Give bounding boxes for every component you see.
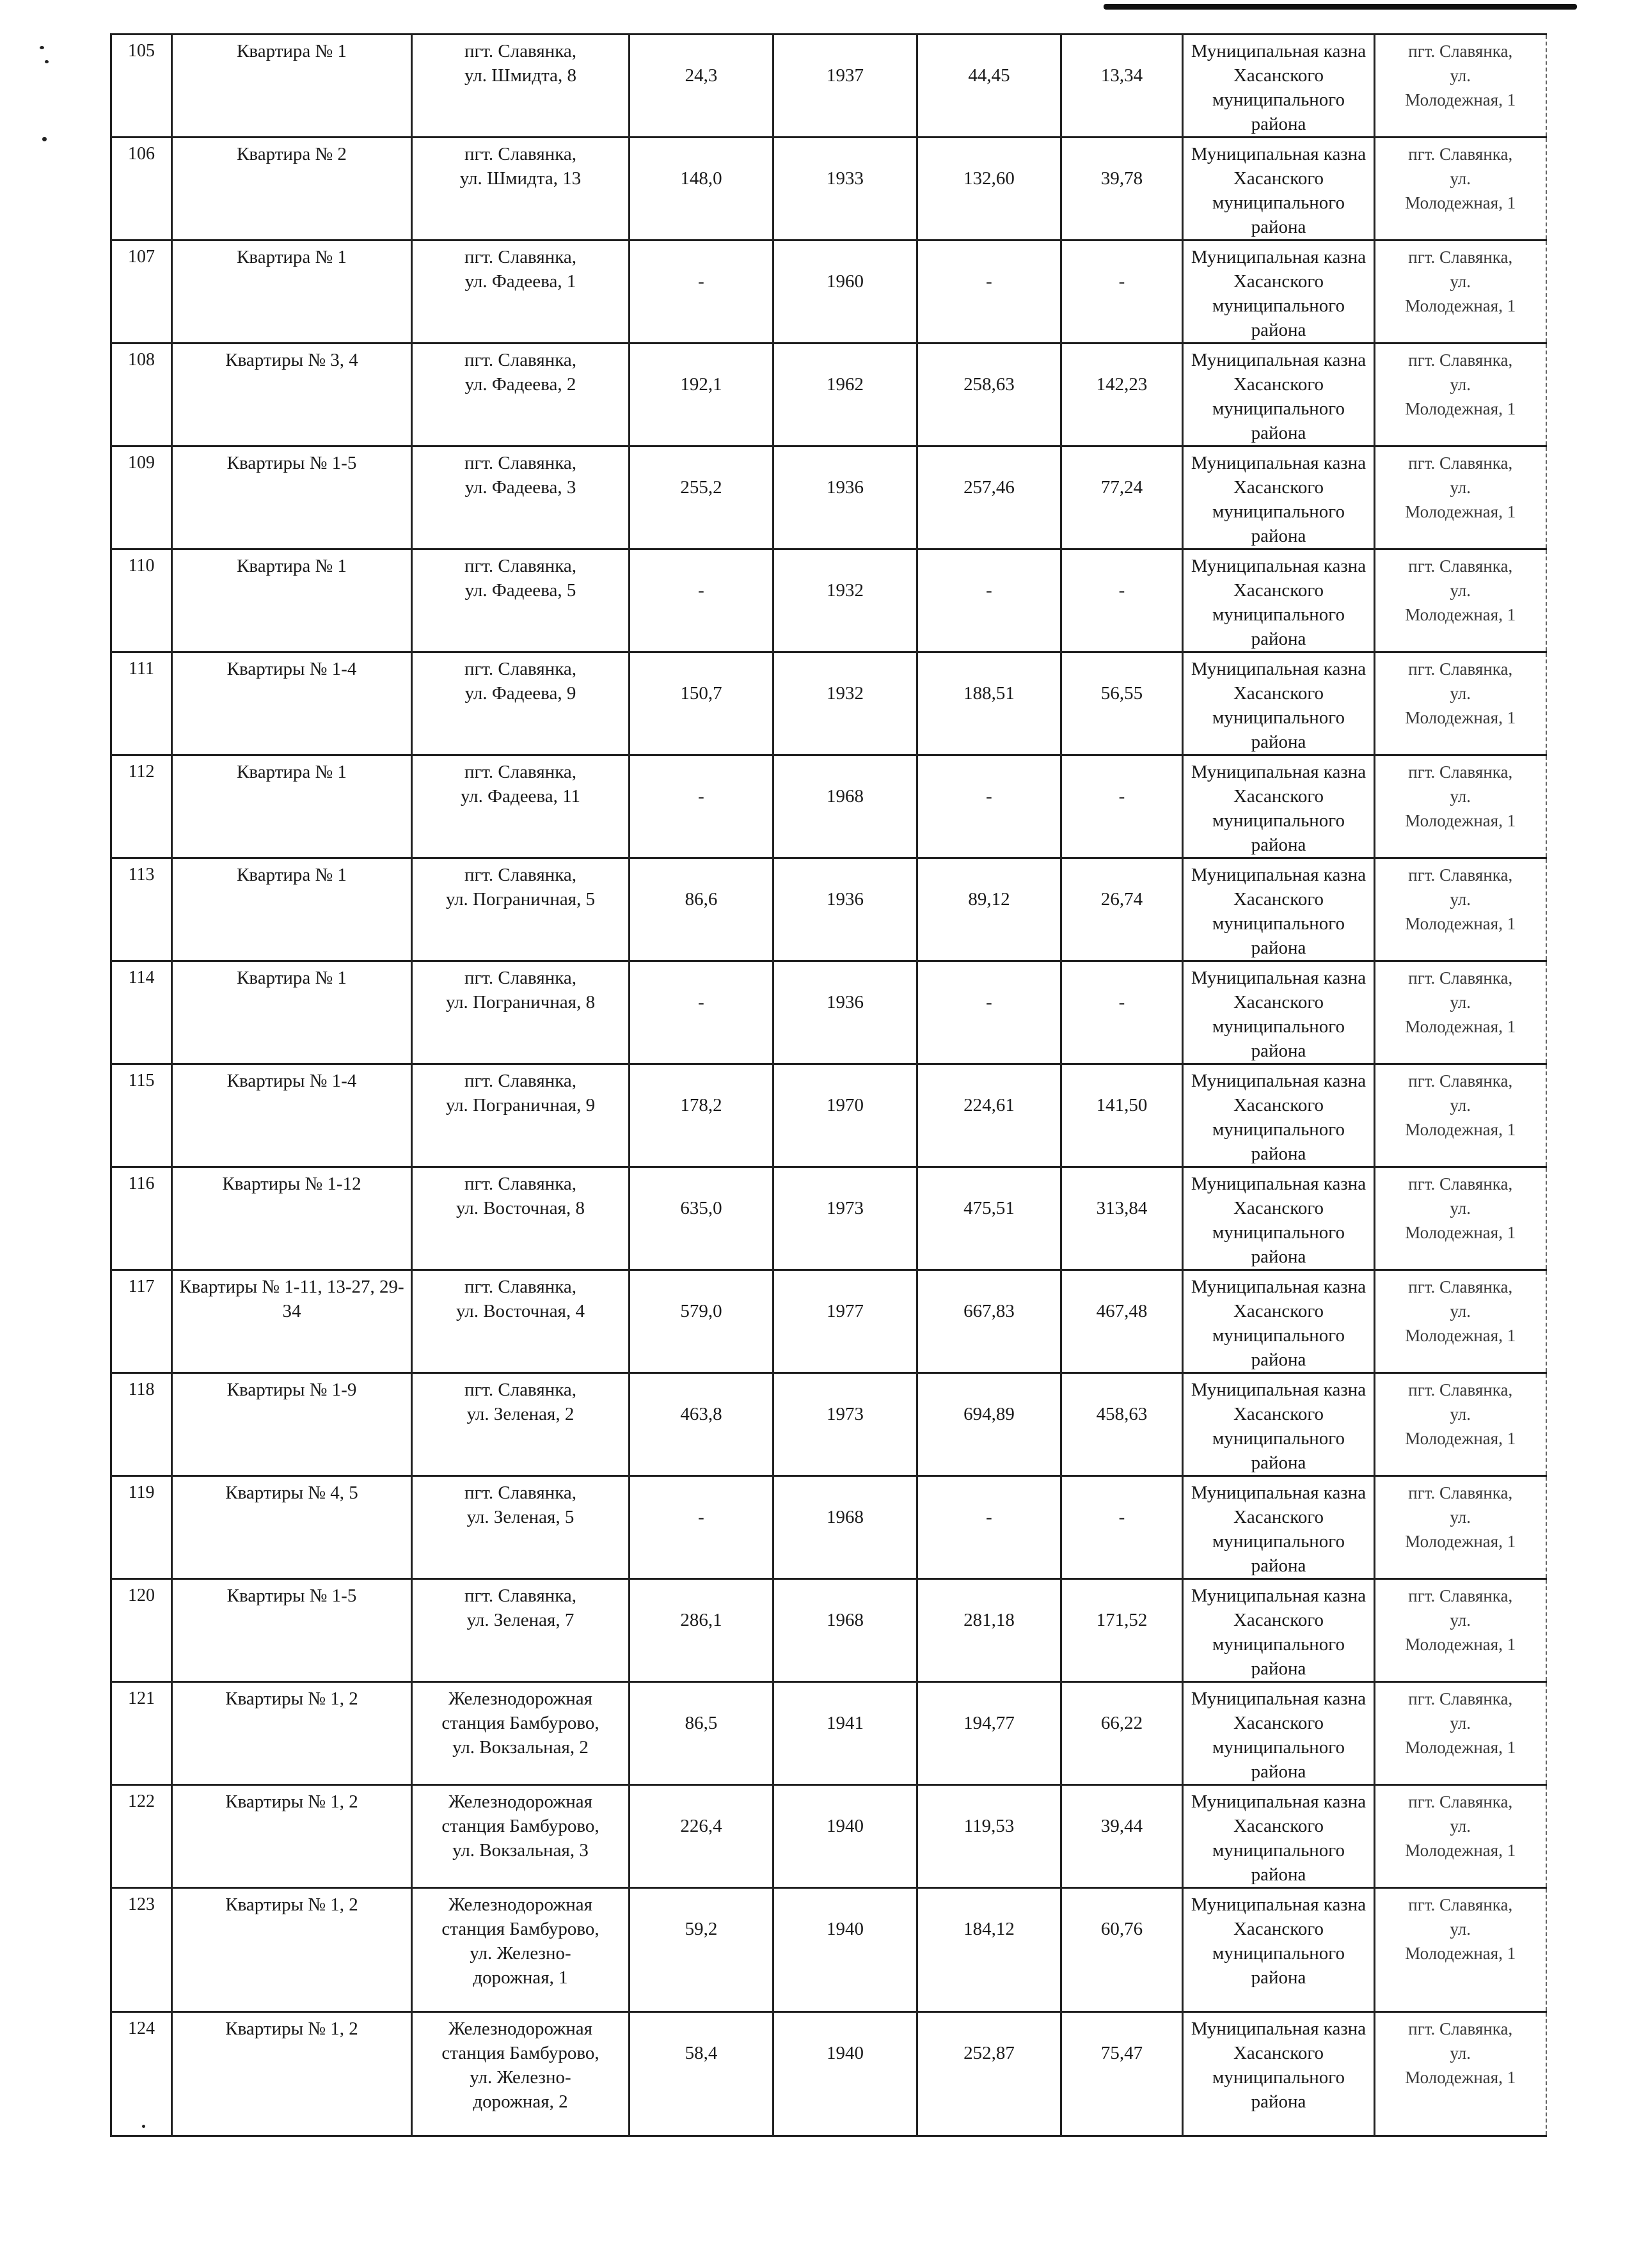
table-row	[111, 1579, 1546, 1682]
owner: Муниципальная казна Хасанского муниципального района	[1183, 755, 1375, 858]
object-name: Квартиры № 4, 5	[172, 1476, 412, 1579]
owner: Муниципальная казна Хасанского муниципального района	[1183, 1682, 1375, 1785]
holder-address: пгт. Славянка, ул. Молодежная, 1	[1375, 1064, 1546, 1167]
owner: Муниципальная казна Хасанского муниципального района	[1183, 35, 1375, 138]
row-number: 124	[111, 2012, 172, 2136]
object-area: -	[630, 1476, 773, 1579]
holder-address: пгт. Славянка, ул. Молодежная, 1	[1375, 1476, 1546, 1579]
construction-year: 1937	[773, 35, 917, 138]
object-name: Квартира № 1	[172, 549, 412, 652]
object-area: 226,4	[630, 1785, 773, 1888]
residual-value: 171,52	[1061, 1579, 1183, 1682]
owner: Муниципальная казна Хасанского муниципального района	[1183, 446, 1375, 549]
holder-address: пгт. Славянка, ул. Молодежная, 1	[1375, 1270, 1546, 1373]
object-name: Квартира № 1	[172, 755, 412, 858]
object-area: 579,0	[630, 1270, 773, 1373]
holder-address: пгт. Славянка, ул. Молодежная, 1	[1375, 1167, 1546, 1270]
book-value: 252,87	[917, 2012, 1061, 2136]
residual-value: -	[1061, 961, 1183, 1064]
owner: Муниципальная казна Хасанского муниципального района	[1183, 1476, 1375, 1579]
object-address: Железнодорожная станция Бамбурово, ул. Железно- дорожная, 1	[412, 1888, 630, 2012]
residual-value: 77,24	[1061, 446, 1183, 549]
holder-address: пгт. Славянка, ул. Молодежная, 1	[1375, 549, 1546, 652]
residual-value: 56,55	[1061, 652, 1183, 755]
residual-value: 313,84	[1061, 1167, 1183, 1270]
table-row	[111, 35, 1546, 138]
scan-speck	[45, 60, 49, 63]
book-value: -	[917, 961, 1061, 1064]
object-address: пгт. Славянка, ул. Зеленая, 2	[412, 1373, 630, 1476]
owner: Муниципальная казна Хасанского муниципального района	[1183, 1064, 1375, 1167]
owner: Муниципальная казна Хасанского муниципального района	[1183, 652, 1375, 755]
object-area: 148,0	[630, 138, 773, 240]
construction-year: 1940	[773, 2012, 917, 2136]
holder-address: пгт. Славянка, ул. Молодежная, 1	[1375, 35, 1546, 138]
residual-value: 26,74	[1061, 858, 1183, 961]
book-value: 475,51	[917, 1167, 1061, 1270]
object-address: пгт. Славянка, ул. Пограничная, 8	[412, 961, 630, 1064]
table-row	[111, 1270, 1546, 1373]
owner: Муниципальная казна Хасанского муниципального района	[1183, 1888, 1375, 2012]
residual-value: -	[1061, 755, 1183, 858]
row-number: 108	[111, 343, 172, 446]
object-area: 255,2	[630, 446, 773, 549]
object-address: пгт. Славянка, ул. Фадеева, 2	[412, 343, 630, 446]
book-value: 89,12	[917, 858, 1061, 961]
holder-address: пгт. Славянка, ул. Молодежная, 1	[1375, 240, 1546, 343]
construction-year: 1960	[773, 240, 917, 343]
object-area: 635,0	[630, 1167, 773, 1270]
residual-value: 66,22	[1061, 1682, 1183, 1785]
object-name: Квартиры № 1, 2	[172, 1888, 412, 2012]
object-address: пгт. Славянка, ул. Шмидта, 8	[412, 35, 630, 138]
construction-year: 1932	[773, 652, 917, 755]
table-row	[111, 652, 1546, 755]
row-number: 111	[111, 652, 172, 755]
row-number: 116	[111, 1167, 172, 1270]
construction-year: 1973	[773, 1373, 917, 1476]
holder-address: пгт. Славянка, ул. Молодежная, 1	[1375, 755, 1546, 858]
book-value: 132,60	[917, 138, 1061, 240]
residual-value: 39,44	[1061, 1785, 1183, 1888]
owner: Муниципальная казна Хасанского муниципального района	[1183, 138, 1375, 240]
object-area: 58,4	[630, 2012, 773, 2136]
table-row	[111, 2012, 1546, 2136]
object-name: Квартиры № 1, 2	[172, 1785, 412, 1888]
holder-address: пгт. Славянка, ул. Молодежная, 1	[1375, 1373, 1546, 1476]
row-number: 121	[111, 1682, 172, 1785]
table-row	[111, 138, 1546, 240]
construction-year: 1973	[773, 1167, 917, 1270]
object-address: пгт. Славянка, ул. Фадеева, 9	[412, 652, 630, 755]
object-area: 59,2	[630, 1888, 773, 2012]
construction-year: 1968	[773, 1476, 917, 1579]
owner: Муниципальная казна Хасанского муниципального района	[1183, 343, 1375, 446]
row-number: 120	[111, 1579, 172, 1682]
object-address: Железнодорожная станция Бамбурово, ул. Вокзальная, 2	[412, 1682, 630, 1785]
book-value: 224,61	[917, 1064, 1061, 1167]
object-area: 192,1	[630, 343, 773, 446]
residual-value: -	[1061, 549, 1183, 652]
owner: Муниципальная казна Хасанского муниципального района	[1183, 1373, 1375, 1476]
row-number: 118	[111, 1373, 172, 1476]
table-row	[111, 549, 1546, 652]
scan-speck	[40, 46, 44, 49]
owner: Муниципальная казна Хасанского муниципального района	[1183, 2012, 1375, 2136]
scan-speck	[42, 137, 47, 141]
book-value: -	[917, 549, 1061, 652]
row-number: 123	[111, 1888, 172, 2012]
object-address: Железнодорожная станция Бамбурово, ул. Железно- дорожная, 2	[412, 2012, 630, 2136]
book-value: 257,46	[917, 446, 1061, 549]
object-address: пгт. Славянка, ул. Фадеева, 1	[412, 240, 630, 343]
object-area: 178,2	[630, 1064, 773, 1167]
object-area: -	[630, 755, 773, 858]
object-address: пгт. Славянка, ул. Фадеева, 5	[412, 549, 630, 652]
residual-value: -	[1061, 240, 1183, 343]
construction-year: 1941	[773, 1682, 917, 1785]
row-number: 122	[111, 1785, 172, 1888]
row-number: 106	[111, 138, 172, 240]
owner: Муниципальная казна Хасанского муниципального района	[1183, 961, 1375, 1064]
construction-year: 1977	[773, 1270, 917, 1373]
object-area: 24,3	[630, 35, 773, 138]
top-scan-rule	[1104, 4, 1577, 10]
table-row	[111, 1064, 1546, 1167]
table-row	[111, 1888, 1546, 2012]
owner: Муниципальная казна Хасанского муниципального района	[1183, 1785, 1375, 1888]
table-row	[111, 1167, 1546, 1270]
residual-value: 60,76	[1061, 1888, 1183, 2012]
object-area: 463,8	[630, 1373, 773, 1476]
object-name: Квартиры № 1-11, 13-27, 29-34	[172, 1270, 412, 1373]
residual-value: 467,48	[1061, 1270, 1183, 1373]
table-row	[111, 1476, 1546, 1579]
residual-value: 142,23	[1061, 343, 1183, 446]
object-address: пгт. Славянка, ул. Зеленая, 7	[412, 1579, 630, 1682]
object-area: -	[630, 549, 773, 652]
holder-address: пгт. Славянка, ул. Молодежная, 1	[1375, 1785, 1546, 1888]
table-row	[111, 1373, 1546, 1476]
construction-year: 1970	[773, 1064, 917, 1167]
book-value: -	[917, 755, 1061, 858]
construction-year: 1936	[773, 446, 917, 549]
property-registry-table	[110, 33, 1547, 2137]
object-address: пгт. Славянка, ул. Фадеева, 11	[412, 755, 630, 858]
object-address: пгт. Славянка, ул. Пограничная, 5	[412, 858, 630, 961]
residual-value: 75,47	[1061, 2012, 1183, 2136]
table-row	[111, 858, 1546, 961]
object-address: пгт. Славянка, ул. Фадеева, 3	[412, 446, 630, 549]
book-value: 44,45	[917, 35, 1061, 138]
object-address: пгт. Славянка, ул. Зеленая, 5	[412, 1476, 630, 1579]
row-number: 110	[111, 549, 172, 652]
holder-address: пгт. Славянка, ул. Молодежная, 1	[1375, 446, 1546, 549]
object-name: Квартира № 1	[172, 858, 412, 961]
residual-value: 13,34	[1061, 35, 1183, 138]
book-value: 194,77	[917, 1682, 1061, 1785]
object-address: пгт. Славянка, ул. Пограничная, 9	[412, 1064, 630, 1167]
holder-address: пгт. Славянка, ул. Молодежная, 1	[1375, 2012, 1546, 2136]
object-name: Квартиры № 1-9	[172, 1373, 412, 1476]
row-number: 117	[111, 1270, 172, 1373]
book-value: 667,83	[917, 1270, 1061, 1373]
residual-value: 39,78	[1061, 138, 1183, 240]
table-row	[111, 446, 1546, 549]
construction-year: 1968	[773, 755, 917, 858]
construction-year: 1962	[773, 343, 917, 446]
row-number: 115	[111, 1064, 172, 1167]
object-name: Квартира № 1	[172, 961, 412, 1064]
holder-address: пгт. Славянка, ул. Молодежная, 1	[1375, 961, 1546, 1064]
owner: Муниципальная казна Хасанского муниципального района	[1183, 240, 1375, 343]
row-number: 109	[111, 446, 172, 549]
object-area: 286,1	[630, 1579, 773, 1682]
construction-year: 1932	[773, 549, 917, 652]
owner: Муниципальная казна Хасанского муниципального района	[1183, 1270, 1375, 1373]
row-number: 119	[111, 1476, 172, 1579]
row-number: 107	[111, 240, 172, 343]
construction-year: 1936	[773, 961, 917, 1064]
holder-address: пгт. Славянка, ул. Молодежная, 1	[1375, 1888, 1546, 2012]
residual-value: 458,63	[1061, 1373, 1183, 1476]
table-row	[111, 240, 1546, 343]
table-row	[111, 755, 1546, 858]
holder-address: пгт. Славянка, ул. Молодежная, 1	[1375, 1579, 1546, 1682]
registry-body	[111, 35, 1546, 2136]
book-value: 119,53	[917, 1785, 1061, 1888]
object-name: Квартиры № 1, 2	[172, 1682, 412, 1785]
object-address: пгт. Славянка, ул. Восточная, 4	[412, 1270, 630, 1373]
object-area: -	[630, 240, 773, 343]
object-area: 86,5	[630, 1682, 773, 1785]
object-name: Квартира № 2	[172, 138, 412, 240]
row-number: 105	[111, 35, 172, 138]
owner: Муниципальная казна Хасанского муниципального района	[1183, 1579, 1375, 1682]
book-value: -	[917, 1476, 1061, 1579]
residual-value: 141,50	[1061, 1064, 1183, 1167]
row-number: 112	[111, 755, 172, 858]
owner: Муниципальная казна Хасанского муниципального района	[1183, 549, 1375, 652]
owner: Муниципальная казна Хасанского муниципального района	[1183, 858, 1375, 961]
row-number: 113	[111, 858, 172, 961]
table-row	[111, 1785, 1546, 1888]
object-name: Квартира № 1	[172, 35, 412, 138]
object-area: 86,6	[630, 858, 773, 961]
holder-address: пгт. Славянка, ул. Молодежная, 1	[1375, 343, 1546, 446]
book-value: -	[917, 240, 1061, 343]
object-name: Квартиры № 1-12	[172, 1167, 412, 1270]
residual-value: -	[1061, 1476, 1183, 1579]
object-area: 150,7	[630, 652, 773, 755]
owner: Муниципальная казна Хасанского муниципального района	[1183, 1167, 1375, 1270]
object-name: Квартира № 1	[172, 240, 412, 343]
object-name: Квартиры № 1-4	[172, 1064, 412, 1167]
object-address: пгт. Славянка, ул. Восточная, 8	[412, 1167, 630, 1270]
row-number: 114	[111, 961, 172, 1064]
construction-year: 1933	[773, 138, 917, 240]
object-name: Квартиры № 1-5	[172, 446, 412, 549]
object-name: Квартиры № 3, 4	[172, 343, 412, 446]
book-value: 694,89	[917, 1373, 1061, 1476]
construction-year: 1968	[773, 1579, 917, 1682]
construction-year: 1940	[773, 1888, 917, 2012]
holder-address: пгт. Славянка, ул. Молодежная, 1	[1375, 138, 1546, 240]
holder-address: пгт. Славянка, ул. Молодежная, 1	[1375, 1682, 1546, 1785]
book-value: 184,12	[917, 1888, 1061, 2012]
holder-address: пгт. Славянка, ул. Молодежная, 1	[1375, 652, 1546, 755]
object-address: Железнодорожная станция Бамбурово, ул. Вокзальная, 3	[412, 1785, 630, 1888]
object-address: пгт. Славянка, ул. Шмидта, 13	[412, 138, 630, 240]
object-name: Квартиры № 1-5	[172, 1579, 412, 1682]
object-name: Квартиры № 1, 2	[172, 2012, 412, 2136]
construction-year: 1940	[773, 1785, 917, 1888]
book-value: 188,51	[917, 652, 1061, 755]
table-row	[111, 961, 1546, 1064]
construction-year: 1936	[773, 858, 917, 961]
book-value: 281,18	[917, 1579, 1061, 1682]
holder-address: пгт. Славянка, ул. Молодежная, 1	[1375, 858, 1546, 961]
object-name: Квартиры № 1-4	[172, 652, 412, 755]
object-area: -	[630, 961, 773, 1064]
table-row	[111, 343, 1546, 446]
book-value: 258,63	[917, 343, 1061, 446]
table-row	[111, 1682, 1546, 1785]
